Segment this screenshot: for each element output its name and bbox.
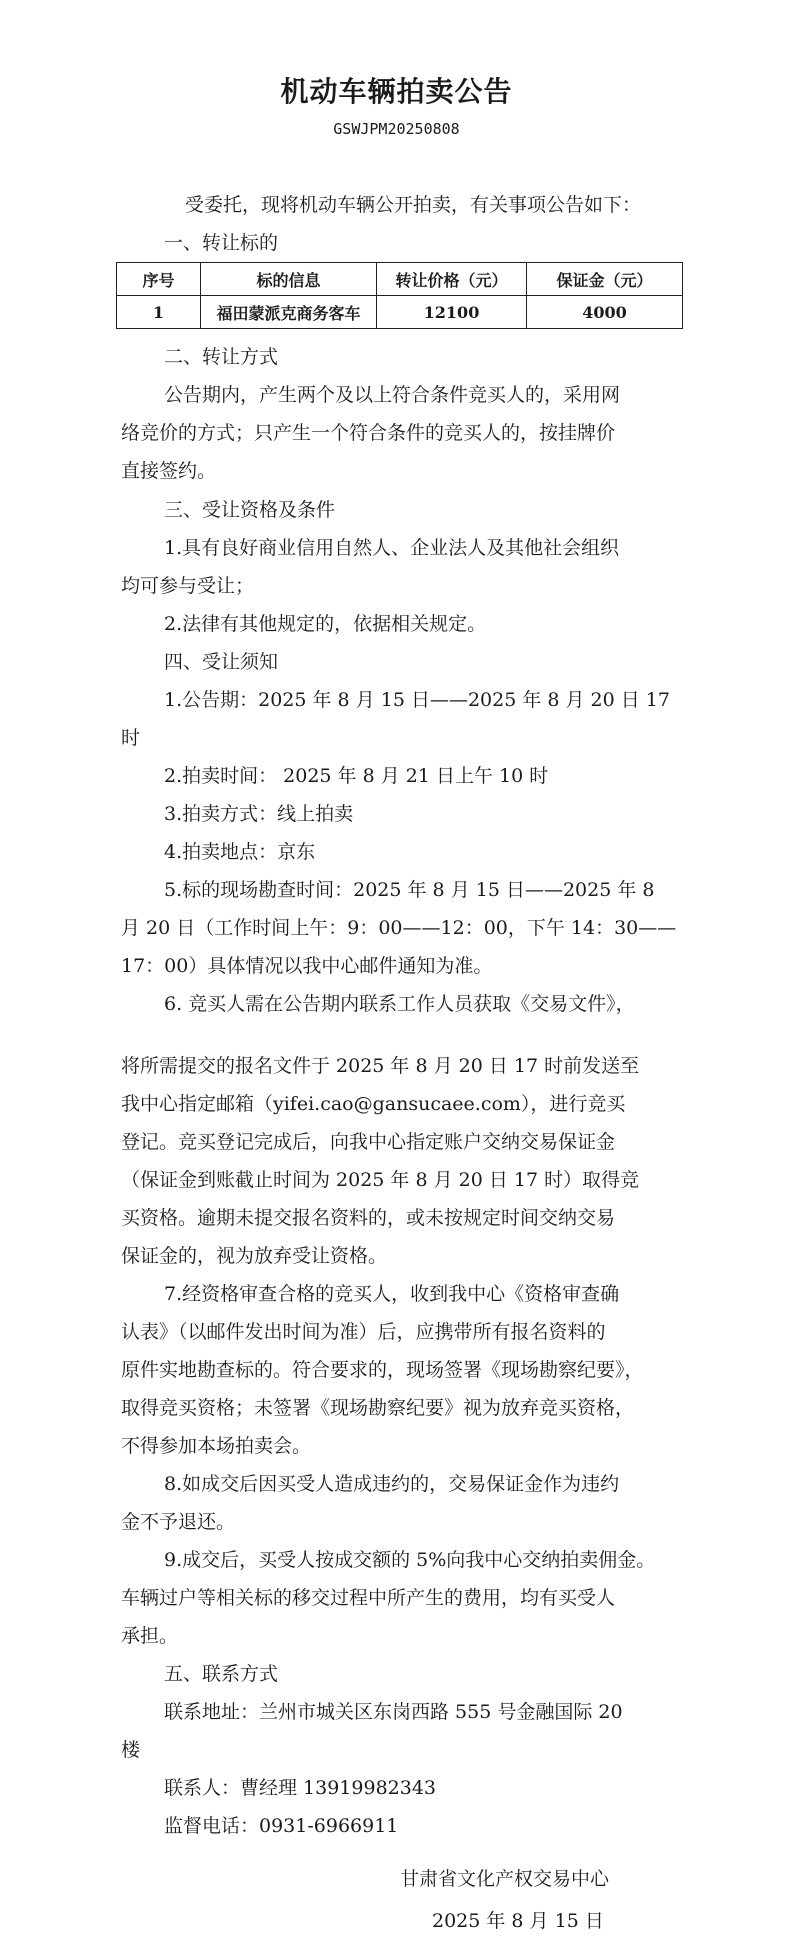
paragraph-line: 买资格。逾期未提交报名资料的，或未按规定时间交纳交易 [121, 1207, 616, 1229]
paragraph-line: 将所需提交的报名文件于 2025 年 8 月 20 日 17 时前发送至 [121, 1055, 640, 1077]
table-header-row [117, 263, 683, 296]
table-cell: 福田蒙派克商务客车 [201, 296, 377, 329]
document-code: GSWJPM20250808 [333, 120, 460, 138]
table-cell: 4000 [527, 296, 683, 329]
paragraph-line: 7.经资格审查合格的竞买人，收到我中心《资格审查确 [164, 1283, 620, 1305]
intro-text: 受委托，现将机动车辆公开拍卖，有关事项公告如下： [185, 194, 642, 216]
section-heading-5: 五、联系方式 [164, 1663, 279, 1685]
paragraph-line: 2.拍卖时间： 2025 年 8 月 21 日上午 10 时 [164, 765, 549, 787]
section-heading-4: 四、受让须知 [164, 651, 279, 673]
paragraph-line: 金不予退还。 [121, 1511, 236, 1533]
paragraph-line: 6. 竞买人需在公告期内联系工作人员获取《交易文件》， [164, 993, 635, 1015]
table-header-cell: 转让价格（元） [377, 263, 527, 296]
paragraph-line: 我中心指定邮箱（yifei.cao@gansucaee.com），进行竞买 [121, 1093, 626, 1115]
paragraph-line: 1.具有良好商业信用自然人、企业法人及其他社会组织 [164, 537, 620, 559]
section-heading-1: 一、转让标的 [164, 232, 279, 254]
paragraph-line: 1.公告期：2025 年 8 月 15 日——2025 年 8 月 20 日 17 [164, 689, 670, 711]
contact-address: 联系地址：兰州市城关区东岗西路 555 号金融国际 20 [164, 1701, 623, 1723]
paragraph-line: 取得竞买资格；未签署《现场勘察纪要》视为放弃竞买资格， [121, 1397, 635, 1419]
paragraph-line: 不得参加本场拍卖会。 [121, 1435, 312, 1457]
section-heading-3: 三、受让资格及条件 [164, 499, 336, 521]
paragraph-line: 月 20 日（工作时间上午：9：00——12：00，下午 14：30—— [121, 917, 677, 939]
paragraph-line: 直接签约。 [121, 460, 217, 482]
table-header-cell: 标的信息 [201, 263, 377, 296]
paragraph-line: 均可参与受让； [121, 575, 255, 597]
table-cell: 1 [117, 296, 201, 329]
table-header-cell: 保证金（元） [527, 263, 683, 296]
issuer-signature: 甘肃省文化产权交易中心 [400, 1868, 610, 1890]
paragraph-line: 登记。竞买登记完成后，向我中心指定账户交纳交易保证金 [121, 1131, 616, 1153]
supervision-phone: 监督电话：0931-6966911 [164, 1815, 399, 1837]
paragraph-line: （保证金到账截止时间为 2025 年 8 月 20 日 17 时）取得竞 [121, 1169, 640, 1191]
paragraph-line: 认表》（以邮件发出时间为准）后，应携带所有报名资料的 [121, 1321, 606, 1343]
paragraph-line: 络竞价的方式；只产生一个符合条件的竞买人的，按挂牌价 [121, 422, 616, 444]
paragraph-line: 5.标的现场勘查时间：2025 年 8 月 15 日——2025 年 8 [164, 879, 655, 901]
document-title: 机动车辆拍卖公告 [280, 75, 513, 108]
issue-date: 2025 年 8 月 15 日 [432, 1910, 604, 1932]
paragraph-line: 时 [121, 727, 141, 749]
paragraph-line: 2.法律有其他规定的，依据相关规定。 [164, 613, 487, 635]
section-heading-2: 二、转让方式 [164, 346, 279, 368]
paragraph-line: 公告期内，产生两个及以上符合条件竞买人的，采用网 [164, 384, 621, 406]
paragraph-line: 3.拍卖方式：线上拍卖 [164, 803, 354, 825]
paragraph-line: 8.如成交后因买受人造成违约的，交易保证金作为违约 [164, 1473, 620, 1495]
paragraph-line: 承担。 [121, 1625, 179, 1647]
table-row [117, 296, 683, 329]
paragraph-line: 4.拍卖地点：京东 [164, 841, 316, 863]
paragraph-line: 原件实地勘查标的。符合要求的，现场签署《现场勘察纪要》， [121, 1359, 644, 1381]
paragraph-line: 保证金的，视为放弃受让资格。 [121, 1245, 388, 1267]
contact-address-cont: 楼 [121, 1739, 141, 1761]
table-cell: 12100 [377, 296, 527, 329]
table-header-cell: 序号 [117, 263, 201, 296]
paragraph-line: 车辆过户等相关标的移交过程中所产生的费用，均有买受人 [121, 1587, 616, 1609]
paragraph-line: 17：00）具体情况以我中心邮件通知为准。 [121, 955, 493, 977]
auction-table [116, 262, 683, 329]
paragraph-line: 9.成交后，买受人按成交额的 5%向我中心交纳拍卖佣金。 [164, 1549, 656, 1571]
contact-person: 联系人：曹经理 13919982343 [164, 1777, 437, 1799]
